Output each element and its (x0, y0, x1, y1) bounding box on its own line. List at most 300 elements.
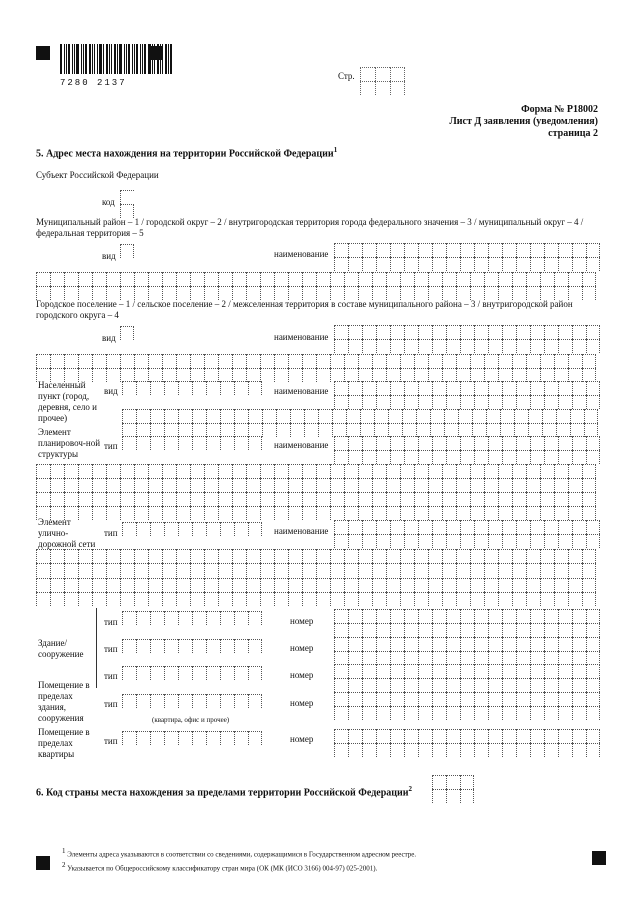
input-cell[interactable] (304, 423, 318, 437)
input-cell[interactable] (390, 381, 404, 395)
input-cell[interactable] (334, 637, 348, 651)
input-cell[interactable] (572, 729, 586, 743)
input-cell[interactable] (414, 478, 428, 492)
input-cell[interactable] (376, 339, 390, 353)
input-cell[interactable] (376, 692, 390, 706)
input-cell[interactable] (178, 381, 192, 395)
input-cell[interactable] (136, 731, 150, 745)
input-cell[interactable] (514, 409, 528, 423)
input-cell[interactable] (260, 286, 274, 300)
input-cell[interactable] (302, 272, 316, 286)
input-cell[interactable] (474, 678, 488, 692)
input-cell[interactable] (572, 692, 586, 706)
input-cell[interactable] (344, 354, 358, 368)
input-cell[interactable] (78, 354, 92, 368)
input-cell[interactable] (134, 592, 148, 606)
input-cell[interactable] (362, 339, 376, 353)
input-cell[interactable] (148, 354, 162, 368)
input-cell[interactable] (190, 578, 204, 592)
input-cell[interactable] (330, 478, 344, 492)
input-cell[interactable] (432, 257, 446, 271)
input-cell[interactable] (178, 423, 192, 437)
input-cell[interactable] (442, 578, 456, 592)
flat-number-field-b[interactable] (334, 743, 600, 757)
input-cell[interactable] (376, 609, 390, 623)
input-cell[interactable] (302, 578, 316, 592)
input-cell[interactable] (78, 549, 92, 563)
input-cell[interactable] (498, 549, 512, 563)
input-cell[interactable] (432, 743, 446, 757)
input-cell[interactable] (204, 478, 218, 492)
input-cell[interactable] (176, 549, 190, 563)
input-cell[interactable] (512, 478, 526, 492)
input-cell[interactable] (78, 286, 92, 300)
input-cell[interactable] (568, 563, 582, 577)
input-cell[interactable] (442, 464, 456, 478)
input-cell[interactable] (348, 692, 362, 706)
input-cell[interactable] (164, 423, 178, 437)
input-cell[interactable] (358, 563, 372, 577)
input-cell[interactable] (484, 549, 498, 563)
input-cell[interactable] (432, 520, 446, 534)
input-cell[interactable] (330, 592, 344, 606)
input-cell[interactable] (358, 578, 372, 592)
locality-name-field-2b[interactable] (122, 423, 598, 437)
input-cell[interactable] (498, 368, 512, 382)
input-cell[interactable] (484, 368, 498, 382)
input-cell[interactable] (260, 578, 274, 592)
input-cell[interactable] (176, 578, 190, 592)
input-cell[interactable] (570, 423, 584, 437)
input-cell[interactable] (516, 243, 530, 257)
input-cell[interactable] (220, 409, 234, 423)
input-cell[interactable] (544, 664, 558, 678)
input-cell[interactable] (528, 409, 542, 423)
input-cell[interactable] (428, 549, 442, 563)
input-cell[interactable] (530, 692, 544, 706)
input-cell[interactable] (586, 436, 600, 450)
locality-name-field-1b[interactable] (334, 395, 600, 409)
input-cell[interactable] (446, 395, 460, 409)
input-cell[interactable] (330, 272, 344, 286)
input-cell[interactable] (586, 339, 600, 353)
input-cell[interactable] (376, 706, 390, 720)
input-cell[interactable] (386, 354, 400, 368)
input-cell[interactable] (446, 609, 460, 623)
input-cell[interactable] (544, 395, 558, 409)
input-cell[interactable] (164, 666, 178, 680)
input-cell[interactable] (446, 339, 460, 353)
input-cell[interactable] (460, 520, 474, 534)
input-cell[interactable] (376, 678, 390, 692)
input-cell[interactable] (334, 534, 348, 548)
input-cell[interactable] (192, 731, 206, 745)
input-cell[interactable] (316, 354, 330, 368)
input-cell[interactable] (134, 478, 148, 492)
input-cell[interactable] (428, 592, 442, 606)
input-cell[interactable] (526, 492, 540, 506)
input-cell[interactable] (516, 743, 530, 757)
input-cell[interactable] (190, 592, 204, 606)
input-cell[interactable] (474, 609, 488, 623)
input-cell[interactable] (362, 450, 376, 464)
input-cell[interactable] (372, 272, 386, 286)
input-cell[interactable] (582, 272, 596, 286)
input-cell[interactable] (288, 492, 302, 506)
building-number-field-3b[interactable] (334, 678, 600, 692)
input-cell[interactable] (512, 563, 526, 577)
input-cell[interactable] (274, 506, 288, 520)
input-cell[interactable] (390, 729, 404, 743)
input-cell[interactable] (234, 436, 248, 450)
input-cell[interactable] (502, 450, 516, 464)
input-cell[interactable] (358, 368, 372, 382)
input-cell[interactable] (414, 578, 428, 592)
input-cell[interactable] (288, 549, 302, 563)
subject-code-field[interactable] (120, 190, 134, 218)
input-cell[interactable] (390, 395, 404, 409)
flat-number-field[interactable] (334, 729, 600, 743)
street-name-field-2[interactable] (36, 549, 596, 563)
planning-name-field-2[interactable] (36, 464, 596, 478)
input-cell[interactable] (456, 506, 470, 520)
input-cell[interactable] (92, 592, 106, 606)
input-cell[interactable] (558, 678, 572, 692)
input-cell[interactable] (330, 286, 344, 300)
input-cell[interactable] (204, 464, 218, 478)
input-cell[interactable] (148, 506, 162, 520)
input-cell[interactable] (582, 592, 596, 606)
input-cell[interactable] (206, 381, 220, 395)
input-cell[interactable] (446, 706, 460, 720)
input-cell[interactable] (404, 692, 418, 706)
input-cell[interactable] (540, 286, 554, 300)
input-cell[interactable] (376, 395, 390, 409)
planning-name-field-2b[interactable] (36, 478, 596, 492)
input-cell[interactable] (288, 578, 302, 592)
input-cell[interactable] (274, 464, 288, 478)
input-cell[interactable] (92, 354, 106, 368)
input-cell[interactable] (344, 368, 358, 382)
planning-name-field-1[interactable] (334, 436, 600, 450)
input-cell[interactable] (488, 243, 502, 257)
input-cell[interactable] (460, 729, 474, 743)
input-cell[interactable] (404, 395, 418, 409)
input-cell[interactable] (432, 395, 446, 409)
input-cell[interactable] (234, 423, 248, 437)
input-cell[interactable] (218, 478, 232, 492)
input-cell[interactable] (176, 464, 190, 478)
input-cell[interactable] (404, 664, 418, 678)
input-cell[interactable] (442, 563, 456, 577)
input-cell[interactable] (376, 664, 390, 678)
input-cell[interactable] (386, 563, 400, 577)
input-cell[interactable] (582, 492, 596, 506)
input-cell[interactable] (432, 339, 446, 353)
input-cell[interactable] (204, 286, 218, 300)
input-cell[interactable] (218, 563, 232, 577)
input-cell[interactable] (458, 423, 472, 437)
input-cell[interactable] (362, 651, 376, 665)
input-cell[interactable] (316, 506, 330, 520)
input-cell[interactable] (572, 651, 586, 665)
input-cell[interactable] (372, 464, 386, 478)
input-cell[interactable] (362, 623, 376, 637)
input-cell[interactable] (64, 549, 78, 563)
input-cell[interactable] (376, 534, 390, 548)
input-cell[interactable] (544, 381, 558, 395)
input-cell[interactable] (150, 694, 164, 708)
input-cell[interactable] (274, 354, 288, 368)
input-cell[interactable] (106, 286, 120, 300)
input-cell[interactable] (586, 664, 600, 678)
input-cell[interactable] (460, 450, 474, 464)
input-cell[interactable] (554, 286, 568, 300)
input-cell[interactable] (362, 664, 376, 678)
input-cell[interactable] (460, 325, 474, 339)
input-cell[interactable] (134, 286, 148, 300)
input-cell[interactable] (558, 623, 572, 637)
input-cell[interactable] (568, 272, 582, 286)
input-cell[interactable] (390, 339, 404, 353)
input-cell[interactable] (386, 492, 400, 506)
input-cell[interactable] (502, 706, 516, 720)
input-cell[interactable] (572, 325, 586, 339)
input-cell[interactable] (470, 592, 484, 606)
input-cell[interactable] (488, 257, 502, 271)
input-cell[interactable] (586, 450, 600, 464)
input-cell[interactable] (334, 325, 348, 339)
input-cell[interactable] (120, 549, 134, 563)
input-cell[interactable] (432, 678, 446, 692)
input-cell[interactable] (330, 492, 344, 506)
input-cell[interactable] (418, 520, 432, 534)
input-cell[interactable] (558, 729, 572, 743)
input-cell[interactable] (540, 563, 554, 577)
input-cell[interactable] (120, 563, 134, 577)
input-cell[interactable] (302, 549, 316, 563)
input-cell[interactable] (404, 729, 418, 743)
input-cell[interactable] (488, 623, 502, 637)
input-cell[interactable] (246, 492, 260, 506)
input-cell[interactable] (120, 592, 134, 606)
input-cell[interactable] (362, 637, 376, 651)
input-cell[interactable] (540, 368, 554, 382)
input-cell[interactable] (176, 563, 190, 577)
input-cell[interactable] (386, 464, 400, 478)
input-cell[interactable] (418, 450, 432, 464)
input-cell[interactable] (50, 492, 64, 506)
input-cell[interactable] (206, 409, 220, 423)
input-cell[interactable] (78, 478, 92, 492)
input-cell[interactable] (192, 436, 206, 450)
input-cell[interactable] (232, 368, 246, 382)
input-cell[interactable] (446, 436, 460, 450)
input-cell[interactable] (316, 492, 330, 506)
input-cell[interactable] (204, 368, 218, 382)
input-cell[interactable] (232, 492, 246, 506)
input-cell[interactable] (390, 243, 404, 257)
input-cell[interactable] (190, 506, 204, 520)
input-cell[interactable] (414, 464, 428, 478)
input-cell[interactable] (120, 204, 134, 218)
input-cell[interactable] (530, 678, 544, 692)
input-cell[interactable] (136, 409, 150, 423)
input-cell[interactable] (502, 623, 516, 637)
input-cell[interactable] (162, 563, 176, 577)
input-cell[interactable] (64, 478, 78, 492)
input-cell[interactable] (148, 464, 162, 478)
input-cell[interactable] (344, 592, 358, 606)
input-cell[interactable] (586, 534, 600, 548)
input-cell[interactable] (488, 520, 502, 534)
input-cell[interactable] (502, 609, 516, 623)
input-cell[interactable] (432, 637, 446, 651)
input-cell[interactable] (162, 578, 176, 592)
input-cell[interactable] (78, 592, 92, 606)
input-cell[interactable] (404, 436, 418, 450)
input-cell[interactable] (556, 409, 570, 423)
input-cell[interactable] (568, 354, 582, 368)
input-cell[interactable] (558, 637, 572, 651)
input-cell[interactable] (418, 534, 432, 548)
input-cell[interactable] (348, 534, 362, 548)
input-cell[interactable] (176, 272, 190, 286)
input-cell[interactable] (572, 520, 586, 534)
input-cell[interactable] (106, 549, 120, 563)
input-cell[interactable] (316, 464, 330, 478)
input-cell[interactable] (348, 743, 362, 757)
input-cell[interactable] (362, 743, 376, 757)
input-cell[interactable] (484, 506, 498, 520)
input-cell[interactable] (220, 423, 234, 437)
input-cell[interactable] (456, 354, 470, 368)
input-cell[interactable] (92, 492, 106, 506)
input-cell[interactable] (390, 678, 404, 692)
input-cell[interactable] (206, 639, 220, 653)
input-cell[interactable] (554, 592, 568, 606)
input-cell[interactable] (122, 409, 136, 423)
input-cell[interactable] (516, 692, 530, 706)
input-cell[interactable] (516, 339, 530, 353)
input-cell[interactable] (344, 286, 358, 300)
input-cell[interactable] (190, 563, 204, 577)
input-cell[interactable] (488, 637, 502, 651)
input-cell[interactable] (460, 775, 474, 789)
input-cell[interactable] (218, 549, 232, 563)
input-cell[interactable] (190, 492, 204, 506)
input-cell[interactable] (330, 563, 344, 577)
input-cell[interactable] (544, 534, 558, 548)
input-cell[interactable] (334, 243, 348, 257)
input-cell[interactable] (430, 423, 444, 437)
input-cell[interactable] (526, 578, 540, 592)
input-cell[interactable] (404, 609, 418, 623)
input-cell[interactable] (456, 368, 470, 382)
input-cell[interactable] (446, 623, 460, 637)
input-cell[interactable] (220, 611, 234, 625)
input-cell[interactable] (92, 286, 106, 300)
input-cell[interactable] (404, 637, 418, 651)
input-cell[interactable] (586, 243, 600, 257)
input-cell[interactable] (432, 706, 446, 720)
input-cell[interactable] (516, 257, 530, 271)
input-cell[interactable] (344, 506, 358, 520)
input-cell[interactable] (470, 368, 484, 382)
input-cell[interactable] (334, 706, 348, 720)
input-cell[interactable] (474, 436, 488, 450)
premise-type-field[interactable] (122, 694, 262, 708)
input-cell[interactable] (164, 639, 178, 653)
input-cell[interactable] (484, 492, 498, 506)
input-cell[interactable] (512, 578, 526, 592)
input-cell[interactable] (390, 325, 404, 339)
input-cell[interactable] (526, 368, 540, 382)
input-cell[interactable] (206, 694, 220, 708)
input-cell[interactable] (122, 639, 136, 653)
input-cell[interactable] (122, 611, 136, 625)
input-cell[interactable] (460, 395, 474, 409)
input-cell[interactable] (472, 409, 486, 423)
input-cell[interactable] (582, 354, 596, 368)
input-cell[interactable] (248, 409, 262, 423)
input-cell[interactable] (232, 549, 246, 563)
input-cell[interactable] (540, 592, 554, 606)
input-cell[interactable] (106, 578, 120, 592)
input-cell[interactable] (362, 257, 376, 271)
input-cell[interactable] (362, 243, 376, 257)
input-cell[interactable] (402, 423, 416, 437)
input-cell[interactable] (568, 549, 582, 563)
input-cell[interactable] (136, 522, 150, 536)
input-cell[interactable] (390, 436, 404, 450)
input-cell[interactable] (190, 286, 204, 300)
input-cell[interactable] (164, 381, 178, 395)
input-cell[interactable] (502, 664, 516, 678)
input-cell[interactable] (488, 678, 502, 692)
input-cell[interactable] (526, 563, 540, 577)
input-cell[interactable] (122, 731, 136, 745)
input-cell[interactable] (290, 409, 304, 423)
input-cell[interactable] (248, 381, 262, 395)
input-cell[interactable] (558, 257, 572, 271)
input-cell[interactable] (488, 729, 502, 743)
input-cell[interactable] (544, 637, 558, 651)
input-cell[interactable] (178, 409, 192, 423)
input-cell[interactable] (530, 609, 544, 623)
input-cell[interactable] (358, 492, 372, 506)
input-cell[interactable] (204, 354, 218, 368)
input-cell[interactable] (334, 609, 348, 623)
input-cell[interactable] (572, 534, 586, 548)
input-cell[interactable] (134, 492, 148, 506)
input-cell[interactable] (122, 694, 136, 708)
input-cell[interactable] (418, 729, 432, 743)
input-cell[interactable] (516, 520, 530, 534)
input-cell[interactable] (530, 743, 544, 757)
input-cell[interactable] (586, 520, 600, 534)
input-cell[interactable] (586, 706, 600, 720)
input-cell[interactable] (360, 423, 374, 437)
input-cell[interactable] (50, 286, 64, 300)
input-cell[interactable] (386, 478, 400, 492)
input-cell[interactable] (120, 272, 134, 286)
input-cell[interactable] (220, 522, 234, 536)
input-cell[interactable] (446, 534, 460, 548)
input-cell[interactable] (460, 609, 474, 623)
input-cell[interactable] (344, 578, 358, 592)
input-cell[interactable] (206, 666, 220, 680)
